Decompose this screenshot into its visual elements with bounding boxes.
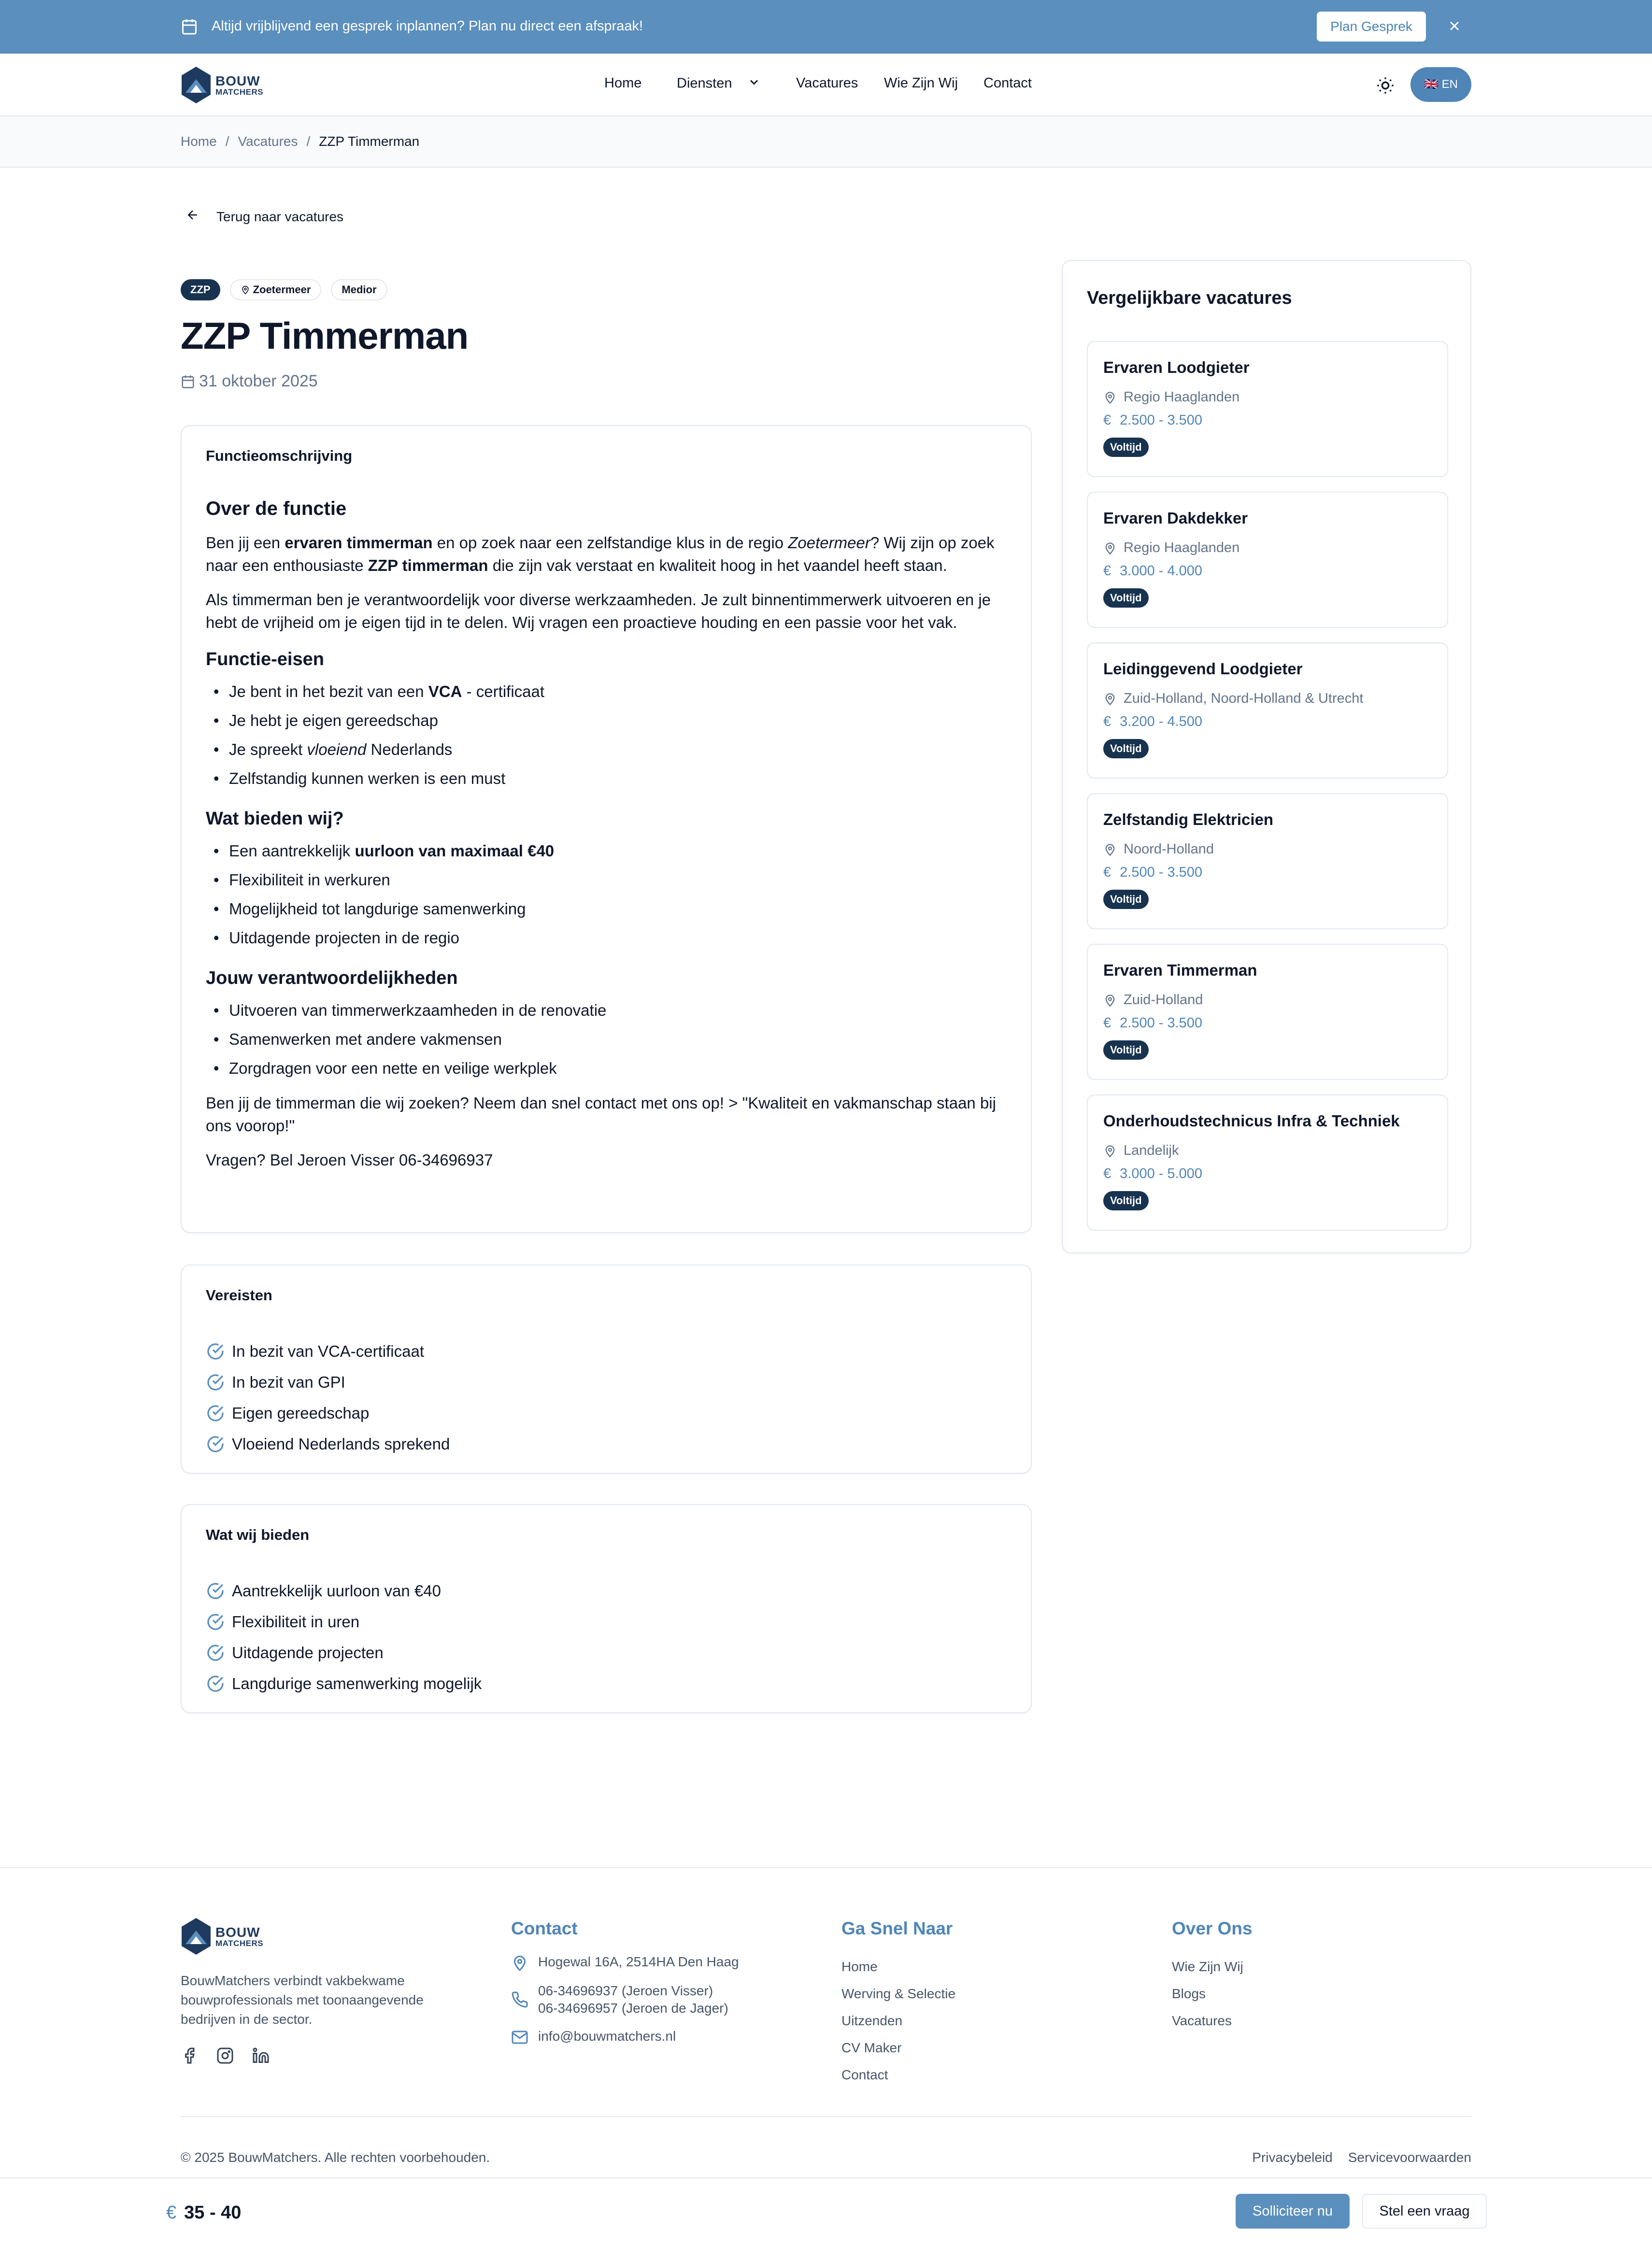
check-circle-icon — [206, 1674, 225, 1693]
euro-icon: € — [1103, 563, 1111, 579]
vacancy-location: Regio Haaglanden — [1103, 389, 1239, 405]
instagram-icon[interactable] — [216, 2047, 234, 2064]
vacancy-card[interactable] — [1087, 793, 1448, 929]
about-paragraph-2: Als timmerman ben je verantwoordelijk voor diverse werkzaamheden. Je zult binnentimmerwerk uitvoeren en je hebt de vrijheid om je eigen tijd in te delen. Wij vragen een proactieve houding en een passie voor het vak. — [206, 591, 991, 631]
sticky-apply-bar — [0, 2177, 1652, 2245]
check-item: Vloeiend Nederlands sprekend — [206, 1429, 450, 1460]
nav-vacatures[interactable]: Vacatures — [796, 75, 858, 91]
ask-question-button[interactable]: Stel een vraag — [1362, 2194, 1487, 2229]
requirements-list — [206, 677, 1009, 793]
job-description-card — [181, 425, 1032, 1233]
vacancy-title: Ervaren Loodgieter — [1103, 358, 1250, 376]
employment-badge: Voltijd — [1103, 1040, 1149, 1060]
description-card-title: Functieomschrijving — [206, 447, 353, 464]
language-switch-button[interactable]: 🇬🇧 EN — [1410, 67, 1471, 102]
vacancy-title: Ervaren Timmerman — [1103, 961, 1257, 979]
logo[interactable] — [181, 64, 263, 106]
check-circle-icon — [206, 1643, 225, 1662]
level-badge: Medior — [331, 279, 387, 300]
map-pin-icon — [1103, 391, 1117, 404]
list-item: • Zelfstandig kunnen werken is een must — [206, 764, 1009, 793]
offers-card — [181, 1504, 1032, 1713]
privacy-link[interactable]: Privacybeleid — [1252, 2150, 1333, 2165]
list-item: • Je bent in het bezit van een VCA - certificaat — [206, 677, 1009, 706]
breadcrumb-home[interactable]: Home — [181, 134, 217, 149]
map-pin-icon — [1103, 1144, 1117, 1158]
announcement-text: Altijd vrijblijvend een gesprek inplannen? Plan nu direct een afspraak! — [212, 18, 643, 34]
check-item: Uitdagende projecten — [206, 1637, 482, 1668]
employment-badge: Voltijd — [1103, 739, 1149, 758]
list-item: • Flexibiliteit in werkuren — [206, 866, 1009, 895]
requirements-checklist — [206, 1336, 450, 1460]
euro-icon: € — [1103, 412, 1111, 428]
check-circle-icon — [206, 1404, 225, 1423]
footer-link-werving[interactable]: Werving & Selectie — [841, 1986, 956, 2001]
breadcrumb-bar — [0, 116, 1652, 168]
site-header — [0, 54, 1652, 116]
vacancy-card[interactable] — [1087, 1094, 1448, 1231]
about-paragraph-1: Ben jij een ervaren timmerman en op zoek naar een zelfstandige klus in de regio Zoetermeer? Wij zijn op zoek naar een enthousiaste ZZP timmerman die zijn vak verstaat en kwaliteit hoog in het vaandel heeft staan. — [206, 534, 995, 574]
footer-phone-1[interactable]: 06-34696937 (Jeroen Visser) — [538, 1983, 713, 1998]
footer-email[interactable]: info@bouwmatchers.nl — [511, 2028, 739, 2046]
employment-badge: Voltijd — [1103, 890, 1149, 909]
check-circle-icon — [206, 1373, 225, 1392]
list-item: • Je spreekt vloeiend Nederlands — [206, 735, 1009, 764]
footer-link-home[interactable]: Home — [841, 1959, 878, 1974]
back-label: Terug naar vacatures — [216, 209, 344, 224]
footer-contact-column — [511, 1918, 739, 2057]
contact-paragraph: Vragen? Bel Jeroen Visser 06-34696937 — [206, 1151, 493, 1169]
footer-address: Hogewal 16A, 2514HA Den Haag — [511, 1953, 739, 1972]
vacancy-title: Leidinggevend Loodgieter — [1103, 660, 1303, 678]
offers-card-title: Wat wij bieden — [206, 1526, 310, 1543]
logo-mark-icon — [181, 64, 212, 106]
footer-link-vacatures[interactable]: Vacatures — [1172, 2013, 1232, 2028]
footer-link-cv-maker[interactable]: CV Maker — [841, 2040, 902, 2055]
breadcrumb-vacatures[interactable]: Vacatures — [238, 134, 298, 149]
check-item: Eigen gereedschap — [206, 1398, 450, 1429]
similar-vacancies-title: Vergelijkbare vacatures — [1087, 288, 1292, 308]
employment-badge: Voltijd — [1103, 1191, 1149, 1210]
euro-icon: € — [1103, 1166, 1111, 1181]
check-circle-icon — [206, 1342, 225, 1361]
vacancy-salary: € 3.200 - 4.500 — [1103, 714, 1203, 729]
page-title: ZZP Timmerman — [181, 314, 469, 357]
vacancy-salary: € 2.500 - 3.500 — [1103, 865, 1203, 880]
vacancy-salary: € 2.500 - 3.500 — [1103, 412, 1203, 428]
check-item: Flexibiliteit in uren — [206, 1606, 482, 1637]
phone-icon — [511, 1991, 528, 2008]
logo-text-top: BOUW — [215, 1924, 260, 1940]
similar-vacancies-panel — [1062, 260, 1471, 1253]
footer-link-uitzenden[interactable]: Uitzenden — [841, 2013, 903, 2028]
description-body — [206, 497, 1009, 1183]
footer-divider — [181, 2116, 1471, 2117]
nav-diensten-label: Diensten — [677, 75, 732, 91]
job-badges — [181, 279, 387, 300]
requirements-card-title: Vereisten — [206, 1287, 272, 1304]
check-circle-icon — [206, 1612, 225, 1632]
offers-checklist — [206, 1576, 482, 1699]
list-item: • Samenwerken met andere vakmensen — [206, 1025, 1009, 1054]
map-pin-icon — [1103, 994, 1117, 1007]
footer-about-text: BouwMatchers verbindt vakbekwame bouwprofessionals met toonaangevende bedrijven in de sector. — [181, 1973, 424, 2027]
vacancy-title: Ervaren Dakdekker — [1103, 509, 1248, 527]
vacancy-location: Regio Haaglanden — [1103, 540, 1239, 556]
publish-date — [181, 372, 318, 391]
responsibilities-list — [206, 996, 1009, 1083]
footer-about-title: Over Ons — [1172, 1918, 1253, 1938]
breadcrumb-current: ZZP Timmerman — [319, 134, 420, 149]
apply-button[interactable]: Solliciteer nu — [1236, 2194, 1350, 2229]
check-circle-icon — [206, 1435, 225, 1454]
list-item: • Uitvoeren van timmerwerkzaamheden in de renovatie — [206, 996, 1009, 1025]
footer-about-column — [1172, 1918, 1253, 2034]
publish-date-text: 31 oktober 2025 — [199, 372, 318, 390]
footer-link-wie-zijn-wij[interactable]: Wie Zijn Wij — [1172, 1959, 1243, 1974]
map-pin-icon — [1103, 692, 1117, 706]
map-pin-icon — [1103, 843, 1117, 856]
about-heading: Over de functie — [206, 498, 347, 519]
euro-icon: € — [1103, 1015, 1111, 1031]
chevron-down-icon — [747, 75, 761, 93]
vacancy-location: Zuid-Holland, Noord-Holland & Utrecht — [1103, 691, 1363, 707]
vacancy-location: Noord-Holland — [1103, 841, 1214, 857]
mail-icon — [511, 2029, 528, 2046]
footer-phone-2[interactable]: 06-34696957 (Jeroen de Jager) — [538, 2001, 728, 2016]
linkedin-icon[interactable] — [252, 2047, 270, 2064]
vacancy-location: Landelijk — [1103, 1143, 1179, 1159]
check-item: Aantrekkelijk uurloon van €40 — [206, 1576, 482, 1606]
legal-links — [1237, 2150, 1471, 2165]
check-item: In bezit van VCA-certificaat — [206, 1336, 450, 1367]
vacancy-salary: € 2.500 - 3.500 — [1103, 1015, 1203, 1031]
footer-quick-title: Ga Snel Naar — [841, 1918, 953, 1938]
map-pin-icon — [241, 285, 250, 295]
euro-icon: € — [166, 2202, 177, 2223]
logo-mark-icon — [181, 1916, 212, 1957]
hourly-rate — [166, 2202, 241, 2223]
map-pin-icon — [511, 1954, 528, 1972]
list-item: • Een aantrekkelijk uurloon van maximaal €40 — [206, 837, 1009, 866]
theme-toggle-sun-icon[interactable] — [1376, 76, 1395, 95]
plan-gesprek-button[interactable]: Plan Gesprek — [1317, 12, 1426, 42]
list-item: • Je hebt je eigen gereedschap — [206, 706, 1009, 735]
offer-heading: Wat bieden wij? — [206, 809, 344, 829]
location-badge: Zoetermeer — [230, 279, 322, 300]
footer-contact-title: Contact — [511, 1918, 578, 1938]
requirements-card — [181, 1265, 1032, 1474]
arrow-left-icon — [181, 208, 205, 226]
logo-text-top: BOUW — [215, 73, 260, 88]
vacancy-salary: € 3.000 - 4.000 — [1103, 563, 1203, 579]
hourly-rate-value: 35 - 40 — [184, 2202, 242, 2223]
copyright-text: © 2025 BouwMatchers. Alle rechten voorbehouden. — [181, 2150, 490, 2165]
check-item: In bezit van GPI — [206, 1367, 450, 1398]
vacancy-location: Zuid-Holland — [1103, 992, 1203, 1008]
euro-icon: € — [1103, 865, 1111, 880]
logo-text-bottom: MATCHERS — [215, 87, 264, 97]
type-badge: ZZP — [181, 279, 220, 300]
nav-contact[interactable]: Contact — [983, 75, 1032, 91]
calendar-icon — [181, 18, 198, 35]
employment-badge: Voltijd — [1103, 588, 1149, 608]
check-circle-icon — [206, 1581, 225, 1601]
breadcrumb: Home / Vacatures / ZZP Timmerman — [181, 134, 420, 149]
nav-wie-zijn-wij[interactable]: Wie Zijn Wij — [884, 75, 958, 91]
back-to-vacancies-link[interactable] — [181, 205, 343, 229]
responsibilities-heading: Jouw verantwoordelijkheden — [206, 968, 458, 988]
social-links — [181, 2047, 270, 2064]
vacancy-title: Onderhoudstechnicus Infra & Techniek — [1103, 1112, 1400, 1130]
footer-logo[interactable] — [181, 1916, 263, 1957]
close-icon[interactable]: × — [1449, 15, 1460, 37]
vacancy-card[interactable] — [1087, 944, 1448, 1080]
footer-link-blogs[interactable]: Blogs — [1172, 1986, 1206, 2001]
footer-quick-links-column — [841, 1918, 955, 2089]
facebook-icon[interactable] — [181, 2047, 198, 2064]
vacancy-salary: € 3.000 - 5.000 — [1103, 1166, 1203, 1181]
terms-link[interactable]: Servicevoorwaarden — [1348, 2150, 1471, 2165]
logo-text-bottom: MATCHERS — [215, 1938, 264, 1948]
map-pin-icon — [1103, 541, 1117, 555]
closing-paragraph: Ben jij de timmerman die wij zoeken? Neem dan snel contact met ons op! > "Kwaliteit en vakmanschap staan bij ons voorop!" — [206, 1094, 996, 1135]
footer-phones — [511, 1982, 739, 2017]
vacancy-card[interactable] — [1087, 492, 1448, 628]
check-item: Langdurige samenwerking mogelijk — [206, 1668, 482, 1699]
list-item: • Mogelijkheid tot langdurige samenwerking — [206, 895, 1009, 924]
vacancy-card[interactable] — [1087, 642, 1448, 779]
calendar-icon — [181, 374, 195, 389]
requirements-heading: Functie-eisen — [206, 649, 324, 669]
nav-diensten[interactable] — [677, 75, 761, 93]
list-item: • Uitdagende projecten in de regio — [206, 924, 1009, 952]
offer-list — [206, 837, 1009, 952]
vacancy-title: Zelfstandig Elektricien — [1103, 810, 1274, 828]
nav-home[interactable]: Home — [604, 75, 642, 91]
vacancy-card[interactable] — [1087, 341, 1448, 477]
footer-link-contact[interactable]: Contact — [841, 2067, 888, 2082]
announcement-bar — [0, 0, 1652, 54]
list-item: • Zorgdragen voor een nette en veilige werkplek — [206, 1054, 1009, 1083]
employment-badge: Voltijd — [1103, 438, 1149, 457]
euro-icon: € — [1103, 714, 1111, 729]
